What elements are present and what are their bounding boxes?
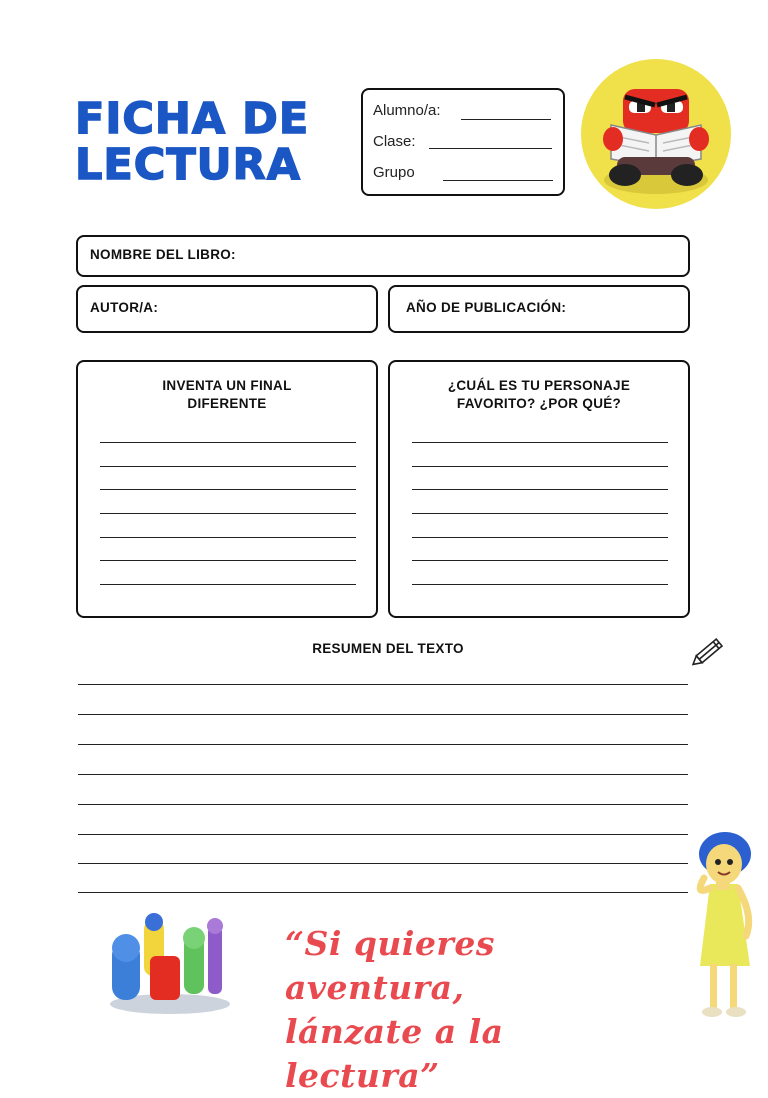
- page-title: [75, 96, 355, 188]
- writing-line[interactable]: [412, 584, 668, 585]
- student-info-box: [361, 88, 565, 196]
- publication-year-label: AÑO DE PUBLICACIÓN:: [406, 300, 567, 315]
- class-line[interactable]: [429, 148, 552, 149]
- joy-illustration: [680, 826, 764, 1020]
- writing-line[interactable]: [100, 560, 356, 561]
- writing-line[interactable]: [100, 537, 356, 538]
- group-line[interactable]: [443, 180, 553, 181]
- writing-line[interactable]: [100, 584, 356, 585]
- title-line-2: LECTURA: [75, 140, 301, 190]
- writing-line[interactable]: [412, 466, 668, 467]
- left-hand: [603, 127, 623, 151]
- writing-line[interactable]: [412, 537, 668, 538]
- quote-line-2: lánzate a la lectura”: [285, 1012, 504, 1095]
- writing-line[interactable]: [412, 489, 668, 490]
- right-hand: [689, 127, 709, 151]
- alternate-ending-title: INVENTA UN FINAL DIFERENTE: [162, 378, 292, 411]
- summary-line[interactable]: [78, 892, 688, 893]
- summary-line[interactable]: [78, 804, 688, 805]
- summary-title: RESUMEN DEL TEXTO: [312, 641, 464, 656]
- summary-line[interactable]: [78, 744, 688, 745]
- summary-line[interactable]: [78, 834, 688, 835]
- emotions-group-illustration: [100, 912, 240, 1020]
- title-line-1: FICHA DE: [75, 94, 310, 144]
- publication-year-field[interactable]: [388, 285, 690, 333]
- fear-figure: [208, 926, 222, 994]
- writing-line[interactable]: [100, 489, 356, 490]
- left-shoe: [609, 164, 641, 186]
- book-name-field[interactable]: [76, 235, 690, 277]
- anger-figure: [150, 956, 180, 1000]
- favorite-character-title: ¿CUÁL ES TU PERSONAJE FAVORITO? ¿POR QUÉ?: [447, 378, 631, 411]
- writing-line[interactable]: [100, 513, 356, 514]
- summary-line[interactable]: [78, 774, 688, 775]
- writing-line[interactable]: [412, 442, 668, 443]
- joy-face: [706, 844, 742, 884]
- favorite-character-box: [388, 360, 690, 618]
- writing-line[interactable]: [412, 560, 668, 561]
- right-shoe: [671, 164, 703, 186]
- anger-reading-illustration: [577, 55, 735, 213]
- student-name-line[interactable]: [461, 119, 551, 120]
- group-label: Grupo: [373, 164, 415, 181]
- alternate-ending-box: [76, 360, 378, 618]
- student-name-label: Alumno/a:: [373, 102, 441, 119]
- quote-line-1: “Si quieres aventura,: [285, 924, 495, 1007]
- class-label: Clase:: [373, 133, 416, 150]
- summary-line[interactable]: [78, 863, 688, 864]
- writing-line[interactable]: [100, 442, 356, 443]
- book-name-label: NOMBRE DEL LIBRO:: [90, 247, 236, 262]
- summary-line[interactable]: [78, 684, 688, 685]
- pencil-icon: [690, 630, 732, 670]
- writing-line[interactable]: [412, 513, 668, 514]
- summary-line[interactable]: [78, 714, 688, 715]
- reading-quote: [285, 922, 665, 1098]
- author-label: AUTOR/A:: [90, 300, 159, 315]
- writing-line[interactable]: [100, 466, 356, 467]
- author-field[interactable]: [76, 285, 378, 333]
